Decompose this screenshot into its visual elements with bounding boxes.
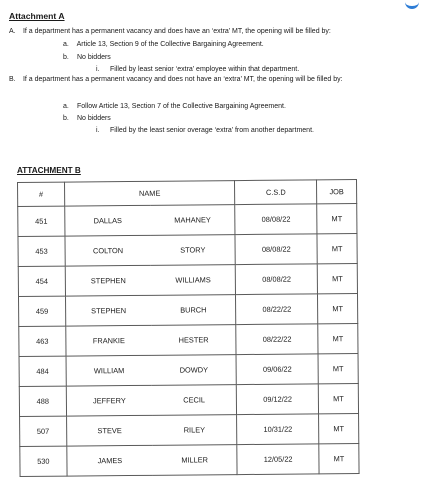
clause-text: If a department has a permanent vacancy and does not have an ‘extra’ MT, the opening will be filled by: — [22, 76, 343, 83]
job-code: MT — [318, 294, 358, 324]
csd-date: 09/06/22 — [236, 354, 318, 385]
employee-number: 451 — [18, 206, 65, 236]
csd-date: 10/31/22 — [237, 414, 319, 445]
clause-marker: b. — [63, 54, 69, 61]
clause-b-a — [63, 102, 286, 111]
clause-text: Article 13, Section 9 of the Collective Bargaining Agreement. — [76, 41, 264, 48]
clause-text: No bidders — [76, 115, 111, 122]
csd-date: 12/05/22 — [237, 444, 319, 475]
clause-marker: A. — [9, 28, 16, 35]
column-header-name: NAME — [64, 181, 235, 206]
clause-marker: i. — [96, 127, 100, 134]
clause-text: Filled by the least senior overage ‘extra’ from another department. — [109, 127, 314, 134]
first-name: STEVE — [66, 415, 152, 446]
last-name: MAHANEY — [150, 205, 235, 236]
first-name: JAMES — [67, 445, 153, 476]
table-row — [20, 444, 359, 477]
csd-date: 08/22/22 — [236, 324, 318, 355]
employee-number: 530 — [20, 446, 67, 476]
last-name: HESTER — [151, 325, 236, 356]
first-name: FRANKIE — [66, 325, 152, 356]
clause-marker: b. — [63, 115, 69, 122]
job-code: MT — [317, 264, 357, 294]
clause-b — [9, 75, 389, 84]
table-row — [18, 204, 357, 237]
job-code: MT — [317, 234, 357, 264]
clause-marker: B. — [9, 76, 16, 83]
csd-date: 08/08/22 — [235, 234, 317, 265]
clause-text: Follow Article 13, Section 7 of the Collective Bargaining Agreement. — [76, 103, 286, 110]
first-name: STEPHEN — [65, 295, 151, 326]
job-code: MT — [318, 324, 358, 354]
csd-date: 08/08/22 — [235, 204, 317, 235]
employee-number: 488 — [19, 386, 66, 416]
last-name: STORY — [151, 235, 236, 266]
employee-number: 507 — [20, 416, 67, 446]
job-code: MT — [318, 384, 358, 414]
last-name: CECIL — [152, 385, 237, 416]
last-name: BURCH — [151, 295, 236, 326]
attachment-a-heading: Attachment A — [9, 11, 65, 21]
table-row — [18, 234, 357, 267]
employee-number: 463 — [19, 326, 66, 356]
clause-marker: i. — [96, 66, 100, 73]
last-name: RILEY — [152, 415, 237, 446]
clause-a — [9, 27, 331, 36]
table-header-row — [18, 180, 357, 207]
last-name: MILLER — [152, 445, 237, 476]
corner-mark — [405, 0, 419, 9]
clause-b-b-i — [96, 126, 314, 135]
first-name: JEFFERY — [66, 385, 152, 416]
employee-number: 454 — [18, 266, 65, 296]
clause-text: No bidders — [76, 54, 111, 61]
clause-text: If a department has a permanent vacancy and does have an ‘extra’ MT, the opening will be filled by: — [22, 28, 331, 35]
table-row — [18, 264, 357, 297]
first-name: COLTON — [65, 235, 151, 266]
job-code: MT — [319, 444, 359, 474]
attachment-b-heading: ATTACHMENT B — [17, 166, 81, 175]
column-header-number: # — [18, 182, 65, 206]
job-code: MT — [318, 354, 358, 384]
clause-a-b — [63, 53, 111, 62]
clause-marker: a. — [63, 41, 69, 48]
column-header-job: JOB — [317, 180, 357, 204]
attachment-b-table — [17, 179, 360, 477]
last-name: DOWDY — [152, 355, 237, 386]
employee-number: 453 — [18, 236, 65, 266]
csd-date: 08/22/22 — [236, 294, 318, 325]
first-name: WILLIAM — [66, 355, 152, 386]
column-header-csd: C.S.D — [235, 180, 317, 205]
first-name: STEPHEN — [65, 265, 151, 296]
job-code: MT — [319, 414, 359, 444]
employee-number: 459 — [18, 296, 65, 326]
employee-number: 484 — [19, 356, 66, 386]
table-row — [18, 294, 357, 327]
table-row — [20, 414, 359, 447]
clause-text: Filled by least senior ‘extra’ employee within that department. — [109, 66, 300, 73]
first-name: DALLAS — [65, 205, 151, 236]
clause-a-a — [63, 40, 264, 49]
clause-a-b-i — [96, 65, 299, 74]
job-code: MT — [317, 204, 357, 234]
last-name: WILLIAMS — [151, 265, 236, 296]
csd-date: 09/12/22 — [237, 384, 319, 415]
table-row — [19, 384, 358, 417]
table-row — [19, 354, 358, 387]
clause-marker: a. — [63, 103, 69, 110]
clause-b-b — [63, 114, 111, 123]
csd-date: 08/08/22 — [236, 264, 318, 295]
table-row — [19, 324, 358, 357]
